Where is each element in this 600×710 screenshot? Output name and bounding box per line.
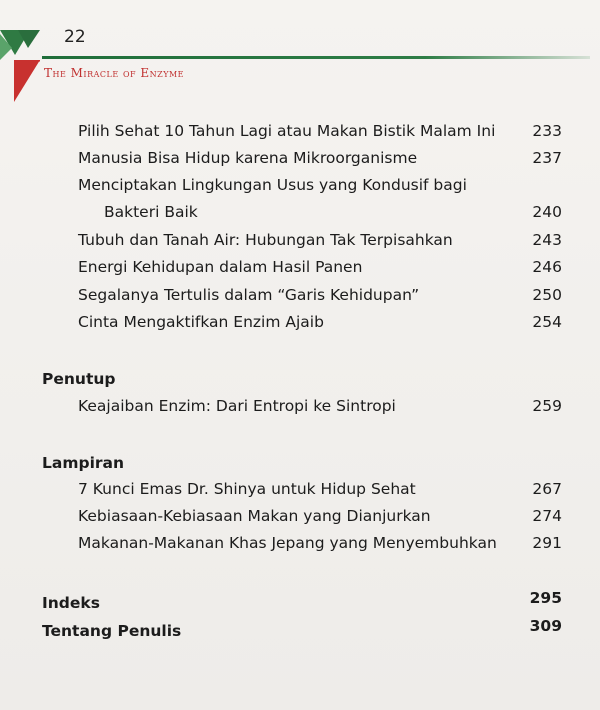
toc-entry-title: Segalanya Tertulis dalam “Garis Kehidupan” [78,286,420,304]
toc-entry-title: Tubuh dan Tanah Air: Hubungan Tak Terpisahkan [78,231,453,249]
toc-entry-title: Cinta Mengaktifkan Enzim Ajaib [78,313,324,331]
toc-entry-title: Energi Kehidupan dalam Hasil Panen [78,258,363,276]
toc-entry-title: Makanan-Makanan Khas Jepang yang Menyembuhkan [78,534,497,552]
toc-entry-page: 233 [532,122,562,140]
toc-entry-page: 295 [529,589,562,607]
toc-entry-title: Pilih Sehat 10 Tahun Lagi atau Makan Bistik Malam Ini [78,122,496,140]
toc-entry-title: Kebiasaan-Kebiasaan Makan yang Dianjurkan [78,507,431,525]
toc-entry-page: 309 [529,617,562,635]
toc-entry-title: 7 Kunci Emas Dr. Shinya untuk Hidup Sehat [78,480,416,498]
toc-entry-page: 240 [532,203,562,221]
toc-entry-page: 274 [532,507,562,525]
toc-entry-title: Keajaiban Enzim: Dari Entropi ke Sintropi [78,397,396,415]
toc-entry-title-continued: Bakteri Baik [104,203,198,221]
toc-entry-title: Manusia Bisa Hidup karena Mikroorganisme [78,149,418,167]
toc-entry-page: 291 [532,534,562,552]
toc-entry-page: 237 [532,149,562,167]
running-title: The Miracle of Enzyme [44,66,185,80]
toc-entry-page: 250 [532,286,562,304]
toc-entry-tentang-penulis: Tentang Penulis [42,622,182,640]
section-heading-lampiran: Lampiran [42,454,125,472]
toc-entry-page: 259 [532,397,562,415]
page-number: 22 [64,27,86,47]
section-heading-penutup: Penutup [42,370,116,388]
toc-entry-page: 254 [532,313,562,331]
toc-entry-page: 243 [532,231,562,249]
corner-ornament [0,0,60,110]
toc-entry-page: 267 [532,480,562,498]
header-rule [42,56,590,59]
toc-entry-page: 246 [532,258,562,276]
toc-entry-title: Menciptakan Lingkungan Usus yang Kondusif bagi [78,176,467,194]
toc-entry-indeks: Indeks [42,594,100,612]
